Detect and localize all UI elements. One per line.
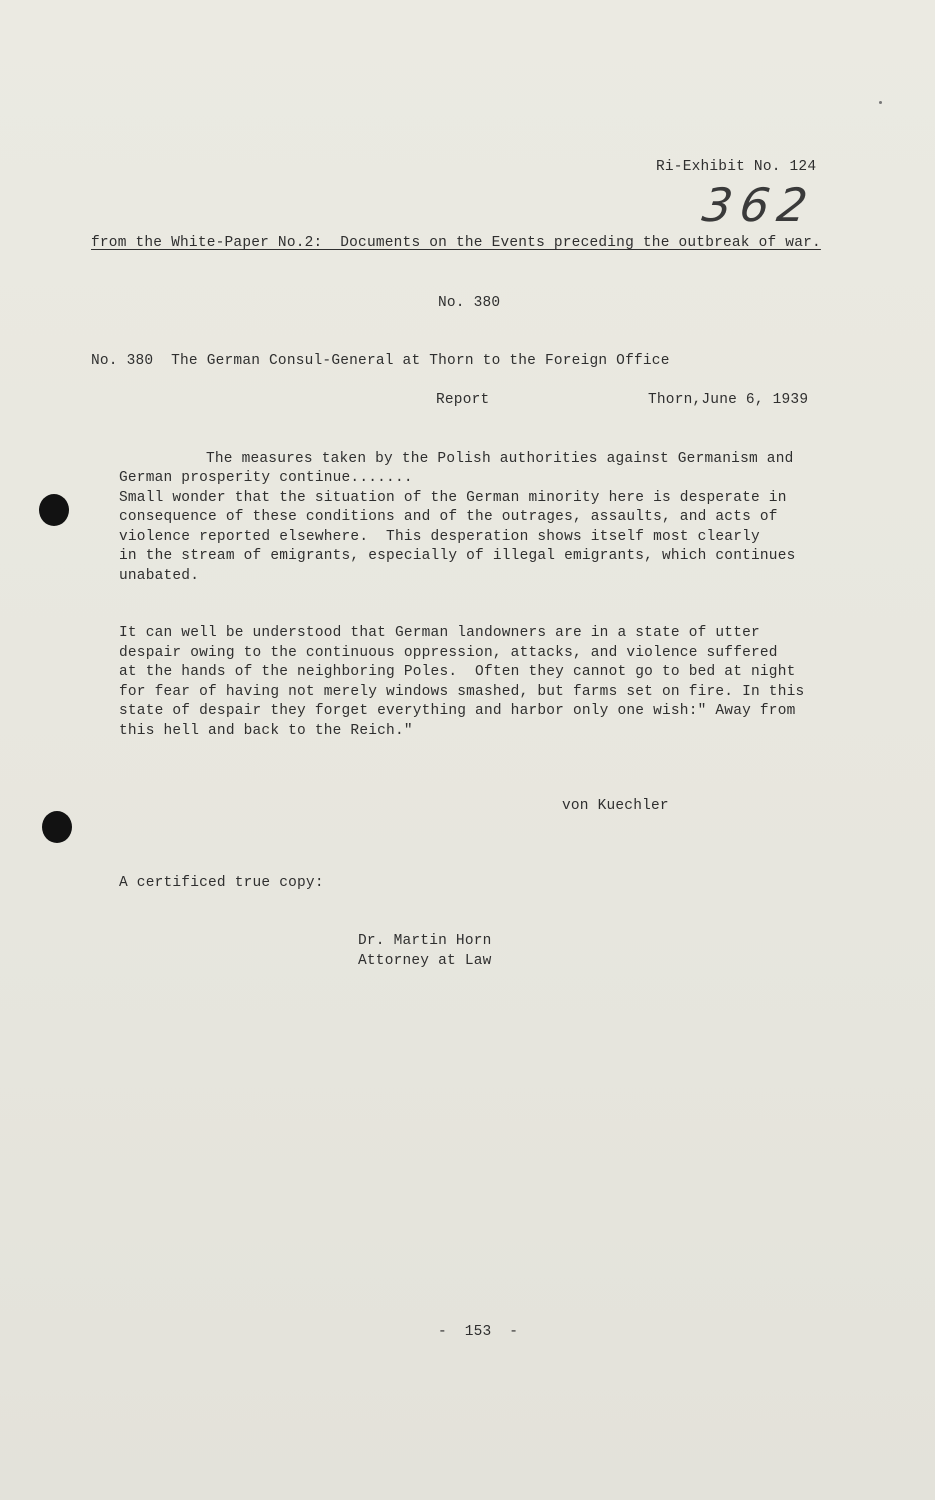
certification-statement: A certificed true copy:: [119, 875, 324, 891]
paragraph-1-body: German prosperity continue....... Small wonder that the situation of the German minority here is desperate in consequence of these conditions and of the outrages, assaults, and acts of violence reported elsewhere. This desperation shows itself most clearly in the stream of emigrants, especially of illegal emigrants, which continues unabated.: [119, 470, 796, 584]
signature: von Kuechler: [562, 798, 669, 814]
paragraph-2: It can well be understood that German landowners are in a state of utter despair owing to the continuous oppression, attacks, and violence suffered at the hands of the neighboring Poles. Often they cannot go to bed at night for fear of having not merely windows smashed, but farms set on fire. In this state of despair they forget everything and harbor only one wish:" Away from this hell and back to the Reich.": [119, 625, 805, 739]
paragraph-1-first-line: The measures taken by the Polish authorities against Germanism and: [206, 451, 794, 467]
paper-speck: [879, 101, 882, 104]
exhibit-label: Ri-Exhibit No. 124: [656, 159, 817, 175]
dateline: Thorn,June 6, 1939: [648, 392, 809, 408]
document-heading: No. 380 The German Consul-General at Thorn to the Foreign Office: [91, 353, 670, 369]
source-line: from the White-Paper No.2: Documents on the Events preceding the outbreak of war.: [91, 235, 821, 251]
report-label: Report: [436, 392, 490, 408]
document-number: No. 380: [438, 295, 501, 311]
punch-hole: [39, 494, 69, 526]
handwritten-page-number: 362: [699, 178, 819, 232]
page-number: - 153 -: [438, 1324, 519, 1340]
certifying-attorney: Dr. Martin Horn Attorney at Law: [358, 933, 492, 969]
punch-hole: [42, 811, 72, 843]
